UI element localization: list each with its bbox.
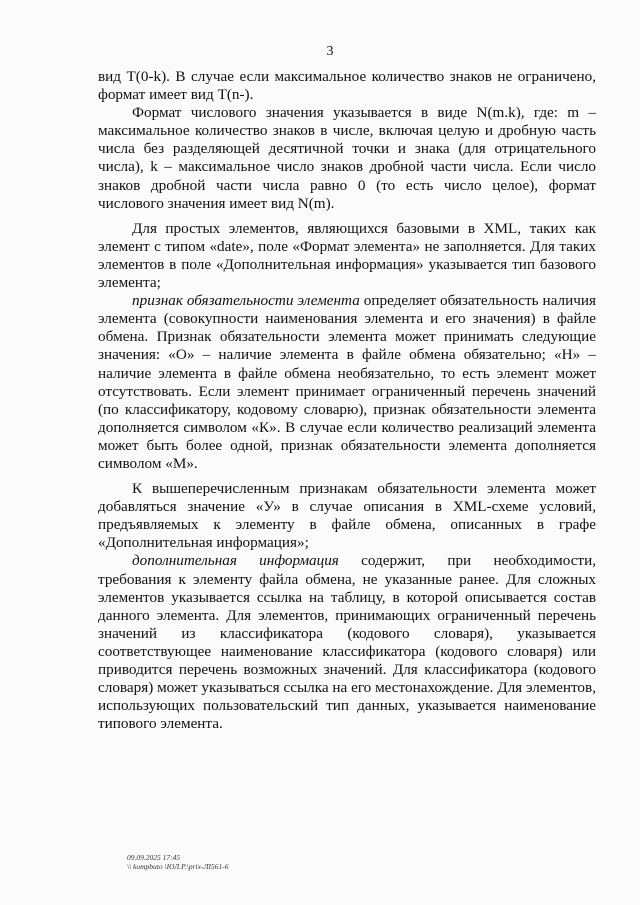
paragraph-numeric-format xyxy=(98,104,596,213)
paragraph-condition-value xyxy=(98,480,596,552)
term-additional-info: дополнительная информация xyxy=(132,552,339,570)
paragraph-simple-elements xyxy=(98,220,596,292)
paragraph-text: Для простых элементов, являющихся базовыми в XML, таких как элемент с типом «date», поле «Формат элемента» не заполняется. Для таких элементов в поле «Дополнительная информация» указывается тип базового элемента; xyxy=(98,219,596,292)
paragraph-text: К вышеперечисленным признакам обязательности элемента может добавляться значение «У» в случае описания в XML-схеме условий, предъявляемых к элементу в файле обмена, описанных в графе «Дополнительная информация»; xyxy=(98,480,596,552)
paragraph-text: содержит, при необходимости, требования к элементу файла обмена, не указанные ранее. Для сложных элементов указывается ссылка на таблицу, в которой описывается состав данного элемента. Для элементов, принимающих ограниченный перечень значений из классификатора (кодового словаря), указывается соответствующее наименование классификатора (кодового словаря) или приводится перечень возможных значений. Для классификатора (кодового словаря) может указываться ссылка на его местонахождение. Для элементов, использующих пользовательский тип данных, указывается наименование типового элемента. xyxy=(98,552,596,733)
paragraph-additional-info xyxy=(98,552,596,733)
term-required-attribute: признак обязательности элемента xyxy=(132,292,360,310)
footer-timestamp: 09.09.2025 17:45 xyxy=(127,853,181,862)
page-number: 3 xyxy=(326,44,334,59)
paragraph-required-attribute xyxy=(98,292,596,473)
paragraph-text: определяет обязательность наличия элемента (совокупности наименования элемента и его значения) в файле обмена. Признак обязательности элемента может принимать следующие значения: «О» – наличие элемента в файле обмена обязательно; «Н» – наличие элемента в файле обмена необязательно, то есть элемент может отсутствовать. Если элемент принимает ограниченный перечень значений (по классификатору, кодовому словарю), признак обязательности элемента дополняется символом «К». В случае если количество реализаций элемента может быть более одной, признак обязательности элемента дополняется символом «М». xyxy=(98,292,596,472)
paragraph-text: вид T(0-k). В случае если максимальное количество знаков не ограничено, формат имеет вид T(n-). xyxy=(98,68,596,104)
footer-stamp xyxy=(127,853,229,871)
body-text xyxy=(98,68,596,733)
footer-path: \\ kompbuto \ЮЛ.Р.\prix-ЛI561-6 xyxy=(127,862,229,871)
paragraph-continuation xyxy=(98,68,596,104)
paragraph-text: Формат числового значения указывается в виде N(m.k), где: m – максимальное количество знаков в числе, включая целую и дробную часть числа без разделяющей десятичной точки и знака (для отрицательного числа), k – максимальное число знаков дробной части числа. Если число знаков дробной части числа равно 0 (то есть число целое), формат числового значения имеет вид N(m). xyxy=(98,104,596,212)
